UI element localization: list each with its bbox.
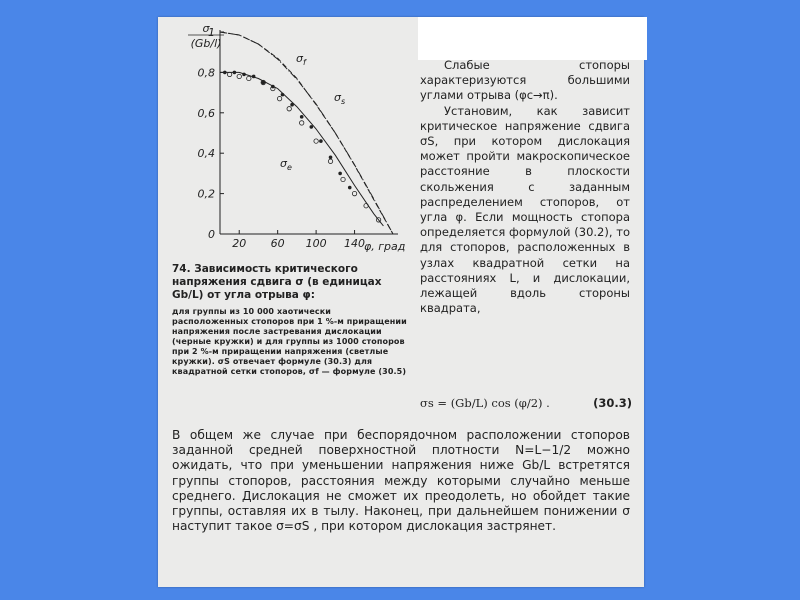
y-tick-label: 0,8: [197, 66, 215, 80]
data-point-open: [364, 204, 368, 208]
formula-30-3: [420, 396, 632, 410]
data-point-open: [341, 177, 345, 181]
data-point-black: [329, 155, 333, 159]
chart-axes: [220, 30, 398, 234]
data-point-open: [277, 96, 281, 100]
data-point-open: [237, 74, 241, 78]
data-point-black: [338, 172, 342, 176]
right-column-text: [420, 58, 630, 316]
data-point-open: [328, 159, 332, 163]
y-tick-label: 0,2: [197, 187, 215, 201]
right-paragraph-1: Слабые стопоры характеризуются большими углами отрыва (φc→π).: [420, 58, 630, 103]
data-point-black: [310, 125, 314, 129]
series-label-sigma-s: $\sigma_s$: [334, 91, 346, 106]
data-point-black: [261, 81, 265, 85]
data-point-black: [242, 73, 246, 77]
formula-text: σs = (Gb/L) cos (φ/2) .: [420, 396, 550, 410]
x-tick-label: 140: [344, 237, 366, 250]
y-axis-label-denominator: (Gb/l): [190, 37, 222, 50]
y-tick-label: 0: [208, 228, 215, 241]
right-paragraph-2: Установим, как зависит критическое напряжение сдвига σS, при котором дислокация может пройти макроскопическое расстояние в плоскости скольжения с заданным распределением стопоров, от угла φ. Если мощность стопора определяется формулой (30.2), то для стопоров, расположенных в узлах квадратной сетки на расстояниях L, и дислокации, лежащей вдоль стороны квадрата,: [420, 103, 630, 316]
caption-body: для группы из 10 000 хаотически расположенных стопоров при 1 %-м приращении напряжения после застревания дислокации (черные кружки) и для группы из 1000 стопоров при 2 %-м приращении напряжения (светлые кружки). σS отвечает формуле (30.3) для квадратной сетки стопоров, σf — формуле (30.5): [172, 307, 407, 376]
y-axis-label-numerator: σ: [202, 22, 210, 35]
series-label-sigma-e: $\sigma_e$: [280, 157, 292, 172]
blank-overlay-box: [418, 17, 647, 60]
x-axis-label: φ, град: [364, 240, 406, 253]
data-point-black: [281, 93, 285, 97]
data-point-open: [314, 139, 318, 143]
data-point-black: [300, 115, 304, 119]
x-tick-label: 60: [270, 237, 285, 250]
data-point-black: [252, 75, 256, 79]
data-point-black: [233, 71, 237, 75]
data-point-open: [287, 107, 291, 111]
data-point-open: [299, 121, 303, 125]
series-line-e: [220, 72, 383, 226]
data-point-black: [290, 103, 294, 107]
chart-series: [220, 32, 393, 234]
chart-ticks: [198, 26, 366, 250]
data-point-open: [352, 191, 356, 195]
y-tick-label: 1: [208, 26, 215, 39]
data-point-black: [348, 186, 352, 190]
y-tick-label: 0,4: [197, 147, 215, 161]
caption-title: 74. Зависимость критического напряжения сдвига σ (в единицах Gb/L) от угла отрыва φ:: [172, 263, 382, 301]
data-point-black: [319, 139, 323, 143]
figure-caption: [172, 263, 408, 377]
formula-number: (30.3): [593, 396, 632, 410]
x-tick-label: 20: [232, 237, 247, 250]
bottom-paragraph: В общем же случае при беспорядочном расположении стопоров заданной средней поверхностной плотности N=L−1/2 можно ожидать, что при уменьшении напряжения ниже Gb/L встретятся группы стопоров, расстояния между которыми случайно меньше среднего. Дислокация не сможет их преодолеть, но обойдет такие группы, оставляя их в тылу. Наконец, при дальнейшем понижении σ наступит такое σ=σS , при котором дислокация застрянет.: [172, 428, 630, 534]
data-point-open: [247, 76, 251, 80]
data-point-black: [223, 71, 227, 75]
y-tick-label: 0,6: [197, 106, 215, 120]
x-tick-label: 100: [305, 237, 327, 250]
critical-stress-chart: [168, 20, 413, 260]
series-label-sigma-f: $\sigma_f$: [296, 52, 306, 67]
